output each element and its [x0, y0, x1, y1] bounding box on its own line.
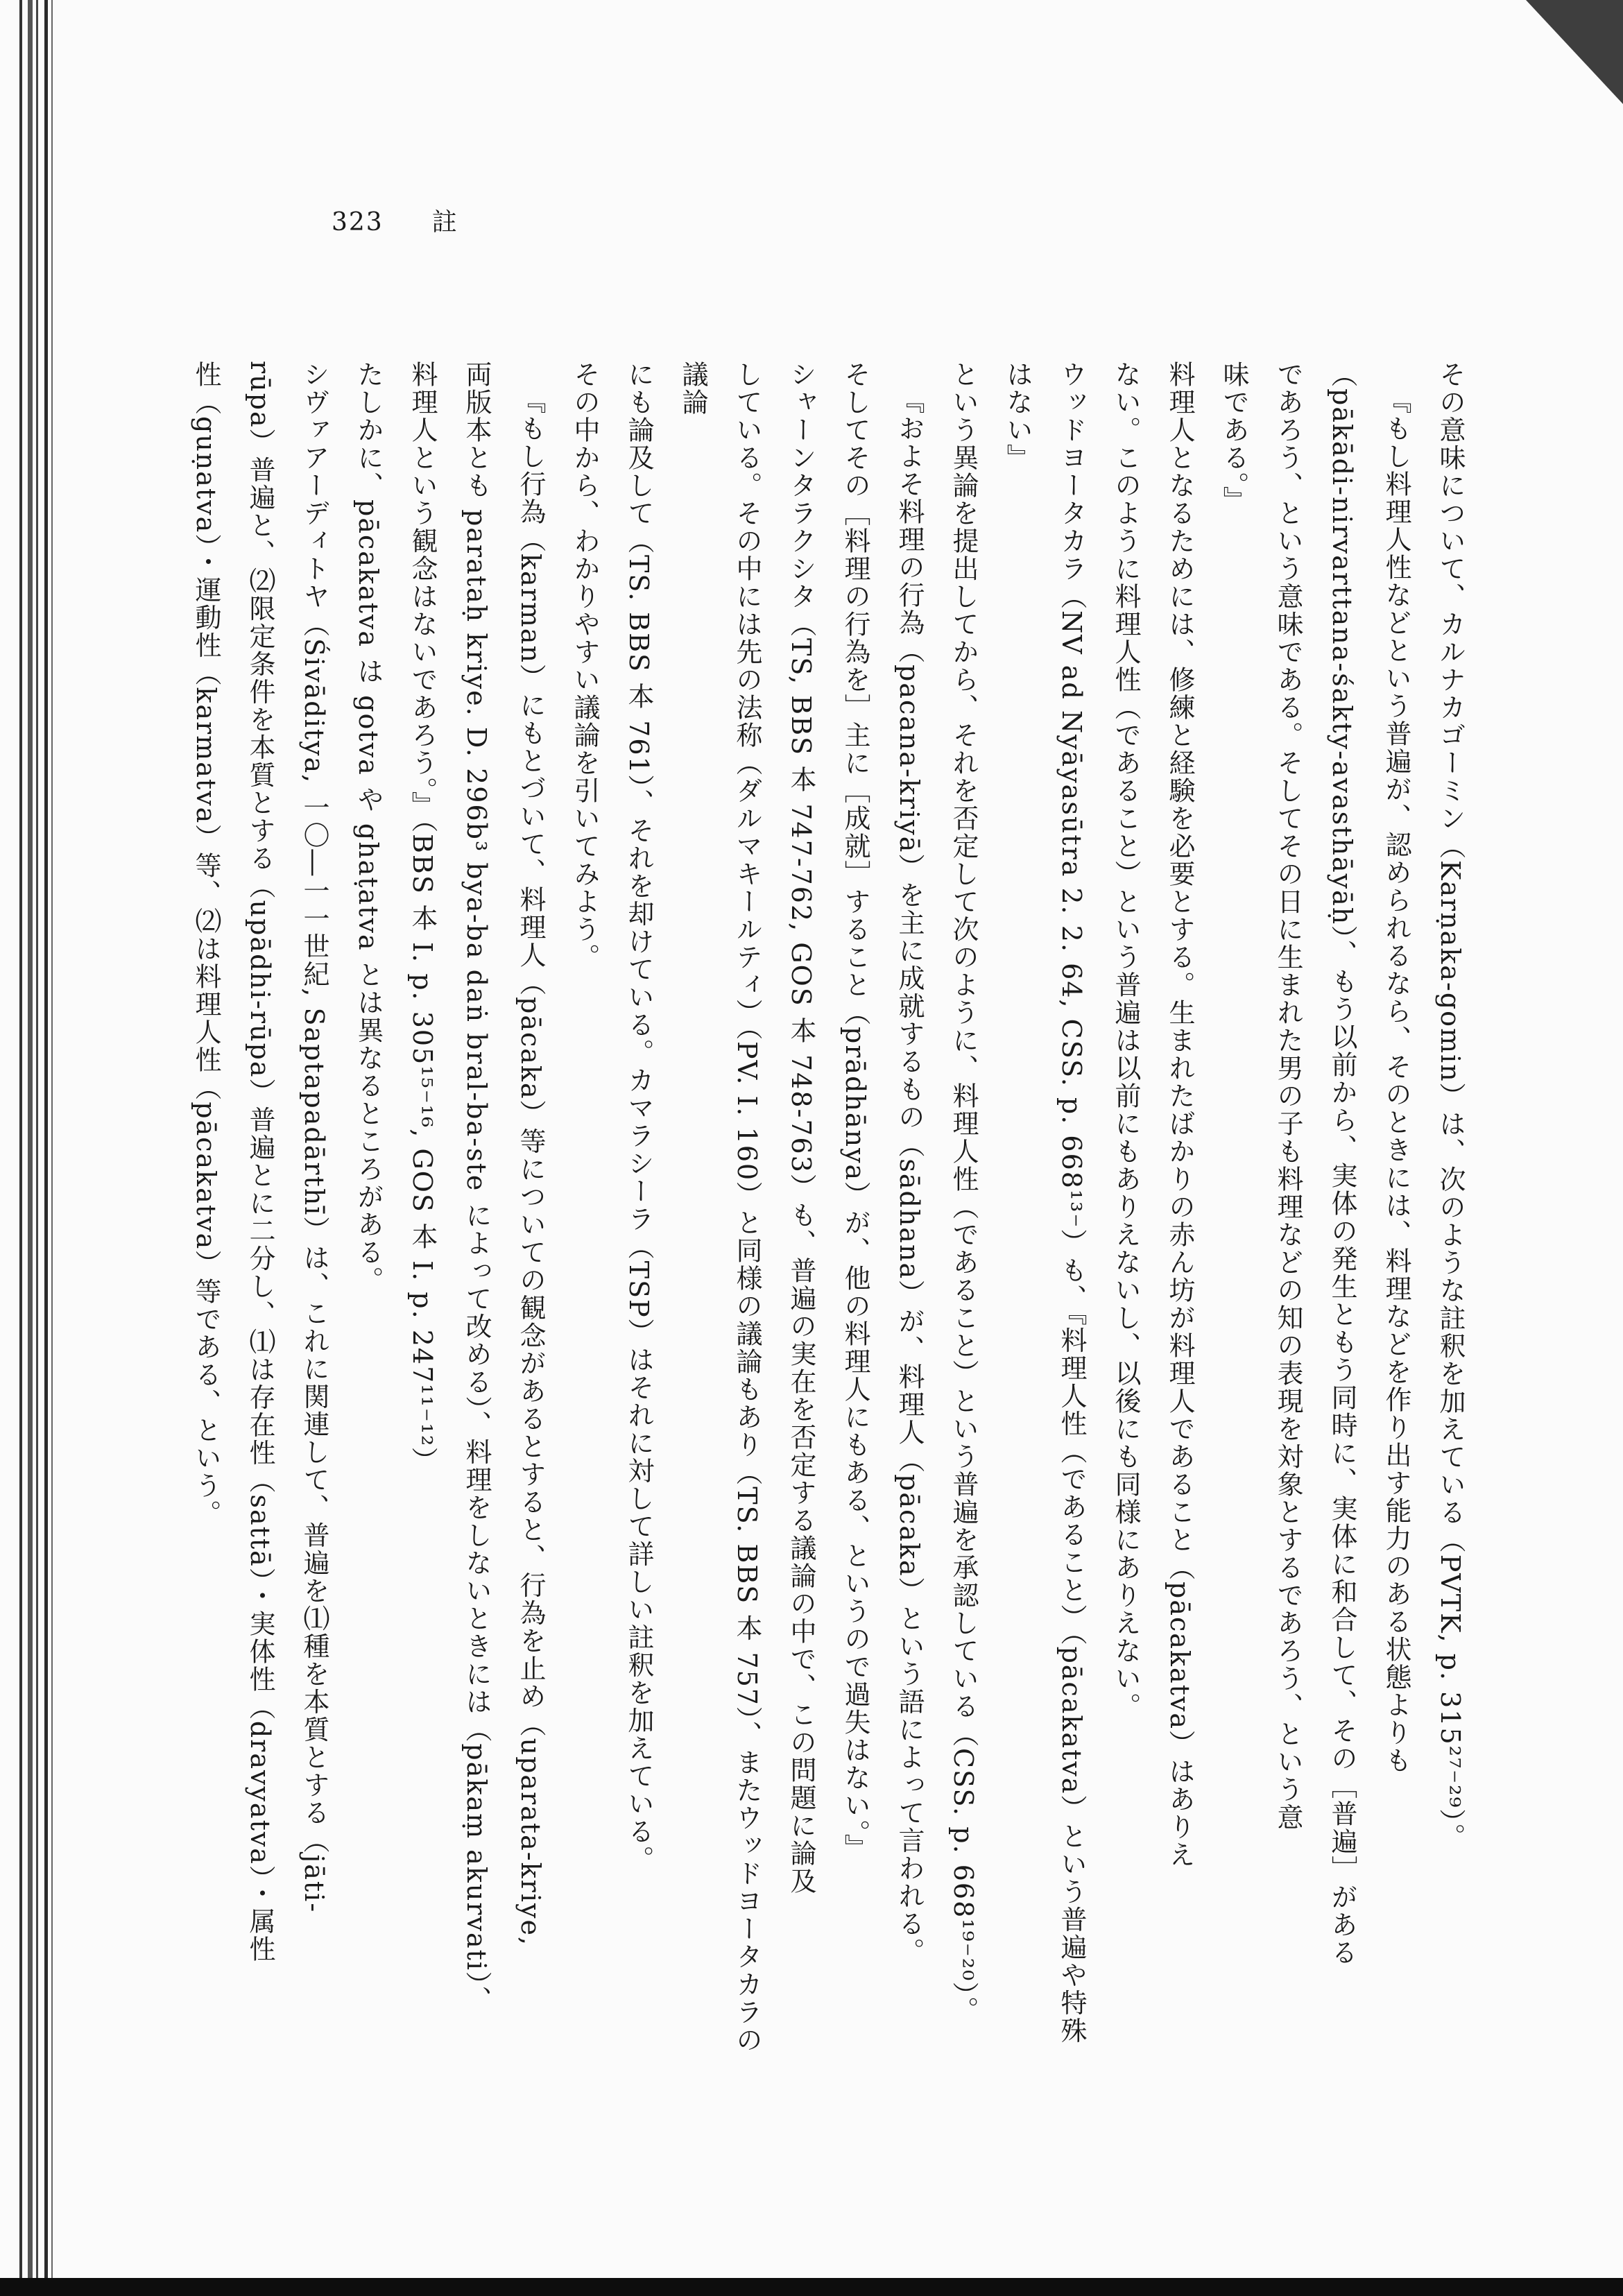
text-line: にも論及して（TS. BBS 本 761）、それを却けている。カマラシーラ（TSP）はそれに対して詳しい註釈を加えている。 — [624, 361, 654, 1874]
text-line: 『もし行為（karman）にもとづいて、料理人（pācaka）等についての観念があるとすると、行為を止め（uparata-kriye, — [515, 387, 546, 1947]
binding-edge — [0, 0, 62, 2296]
text-line: 性（guṇatva）・運動性（karmatva）等、⑵は料理人性（pācakatva）等である、という。 — [191, 361, 221, 1528]
text-line: シヴァアーディトヤ（Śivāditya, 一〇―一一世紀, Saptapadārthī）は、これに関連して、普遍を⑴種を本質とする（jāti- — [299, 361, 329, 1914]
text-line: 料理人となるためには、修練と経験を必要とする。生まれたばかりの赤ん坊が料理人であること（pācakatva）はありえ — [1165, 361, 1195, 1869]
text-line: 両版本とも parataḥ kriye. D. 296b³ bya-ba daṅ bral-ba-ste によって改める）、料理をしないときには（pākaṃ akurvati）、 — [461, 361, 492, 2014]
text-line: 『およそ料理の行為（pacana-kriyā）を主に成就するもの（sādhana）が、料理人（pācaka）という語によって言われる。 — [894, 387, 925, 1966]
text-line: シャーンタラクシタ（TS, BBS 本 747-762, GOS 本 748-763）も、普遍の実在を否定する議論の中で、この問題に論及 — [786, 361, 816, 1895]
text-line: そしてその［料理の行為を］主に［成就］すること（prādhānya）が、他の料理人にもある、というので過失はない。』 — [840, 361, 870, 1862]
text-line: たしかに、pācakatva は gotva や ghaṭatva とは異なるところがある。 — [353, 361, 384, 1294]
text-line: であろう、という意味である。そしてその日に生まれた男の子も料理などの知の表現を対象とするであろう、という意 — [1273, 361, 1303, 1831]
text-line: 『もし料理人性などという普遍が、認められるなら、そのときには、料理などを作り出す能力のある状態よりも — [1381, 387, 1411, 1774]
text-line: ウッドヨータカラ（NV ad Nyāyasūtra 2. 2. 64, CSS. p. 668¹³⁻）も、『料理人性（であること）（pācakatva）という普遍や特殊はない』 — [1002, 361, 1087, 2045]
scan-corner-shadow — [1526, 0, 1623, 104]
text-line: している。その中には先の法称（ダルマキールティ）（PV. I. 160）と同様の議論もあり（TS. BBS 本 757）、またウッドヨータカラの議論 — [678, 361, 762, 2054]
running-header — [332, 203, 458, 238]
page-number: 323 — [332, 208, 384, 237]
text-line: 料理人という観念はないであろう。』（BBS 本 I. p. 305¹⁵⁻¹⁶, GOS 本 I. p. 247¹¹⁻¹²） — [407, 361, 438, 1475]
text-line: という異論を提出してから、それを否定して次のように、料理人性（であること）という普遍を承認している（CSS. p. 668¹⁹⁻²⁰）。 — [948, 361, 979, 2025]
text-line: 味である。』 — [1219, 361, 1249, 514]
scan-bottom-edge — [0, 2278, 1623, 2296]
text-line: その中から、わかりやすい議論を引いてみよう。 — [569, 361, 600, 971]
text-line: （pākādi-nirvarttana-śakty-avasthāyāḥ）、もう以前から、実体の発生ともう同時に、実体に和合して、その［普遍］がある — [1327, 361, 1357, 1967]
text-line: その意味について、カルナカゴーミン（Karṇaka-gomin）は、次のような註釈を加えている（PVTK, p. 315²⁷⁻²⁹）。 — [1435, 361, 1466, 1851]
text-line: ない。このように料理人性（であること）という普遍は以前にもありえないし、以後にも同様にありえない。 — [1110, 361, 1141, 1720]
vertical-text-body — [191, 361, 1477, 2067]
text-line: rūpa）普遍と、⑵限定条件を本質とする（upādhi-rūpa）普遍とに二分し、⑴は存在性（sattā）・実体性（dravyatva）・属性 — [245, 361, 275, 1963]
section-title: 註 — [431, 208, 458, 237]
